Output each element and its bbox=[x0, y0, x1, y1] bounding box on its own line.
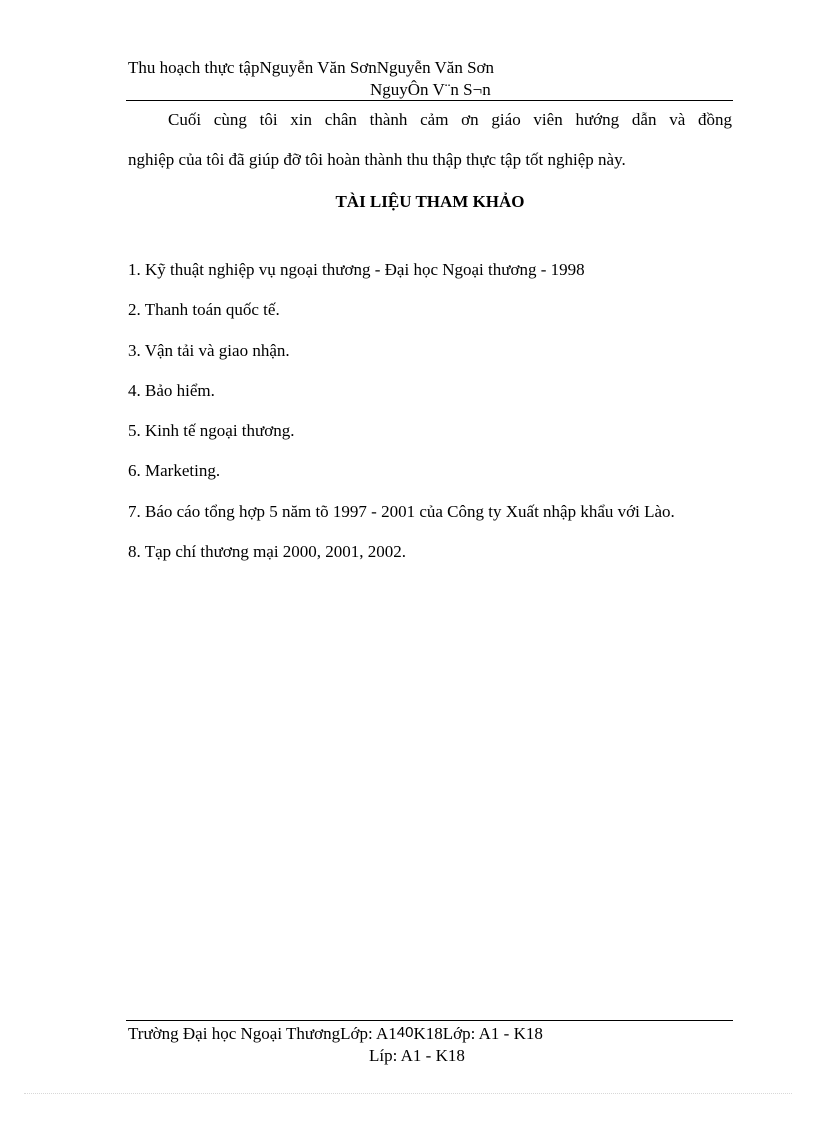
acknowledgement-line-1: Cuối cùng tôi xin chân thành cảm ơn giáo viên hướng dẫn và đồng bbox=[168, 110, 732, 129]
reference-item: 8. Tạp chí thương mại 2000, 2001, 2002. bbox=[128, 542, 407, 562]
acknowledgement-paragraph bbox=[128, 100, 732, 180]
footer-class-text: K18Lớp: A1 - K18 bbox=[413, 1024, 543, 1043]
footer-divider bbox=[126, 1020, 733, 1021]
page-header-title: Thu hoạch thực tậpNguyễn Văn SơnNguyễn Văn Sơn bbox=[128, 58, 495, 77]
reference-item: 2. Thanh toán quốc tế. bbox=[128, 300, 280, 320]
reference-item: 6. Marketing. bbox=[128, 461, 221, 481]
page-footer-class: Líp: A1 - K18 bbox=[369, 1046, 465, 1065]
reference-item: 1. Kỹ thuật nghiệp vụ ngoại thương - Đại học Ngoại thương - 1998 bbox=[128, 260, 585, 279]
reference-item: 4. Bảo hiểm. bbox=[128, 380, 215, 400]
page-footer-school bbox=[128, 1024, 543, 1044]
reference-item: 3. Vận tải và giao nhận. bbox=[128, 340, 290, 360]
page-bottom-edge bbox=[24, 1093, 792, 1094]
reference-item: 5. Kinh tế ngoại thương. bbox=[128, 421, 295, 441]
page-header-author: NguyÔn V¨n S¬n bbox=[370, 80, 491, 99]
page-number: 40 bbox=[396, 1024, 414, 1041]
footer-school-text: Trường Đại học Ngoại ThươngLớp: A1 bbox=[128, 1024, 397, 1043]
references-list bbox=[128, 258, 675, 580]
acknowledgement-line-2: nghiệp của tôi đã giúp đỡ tôi hoàn thành thu thập thực tập tốt nghiệp này. bbox=[128, 150, 626, 169]
reference-item: 7. Báo cáo tổng hợp 5 năm tõ 1997 - 2001 của Công ty Xuất nhập khẩu với Lào. bbox=[128, 501, 675, 521]
references-heading: TÀI LIỆU THAM KHẢO bbox=[335, 192, 525, 211]
